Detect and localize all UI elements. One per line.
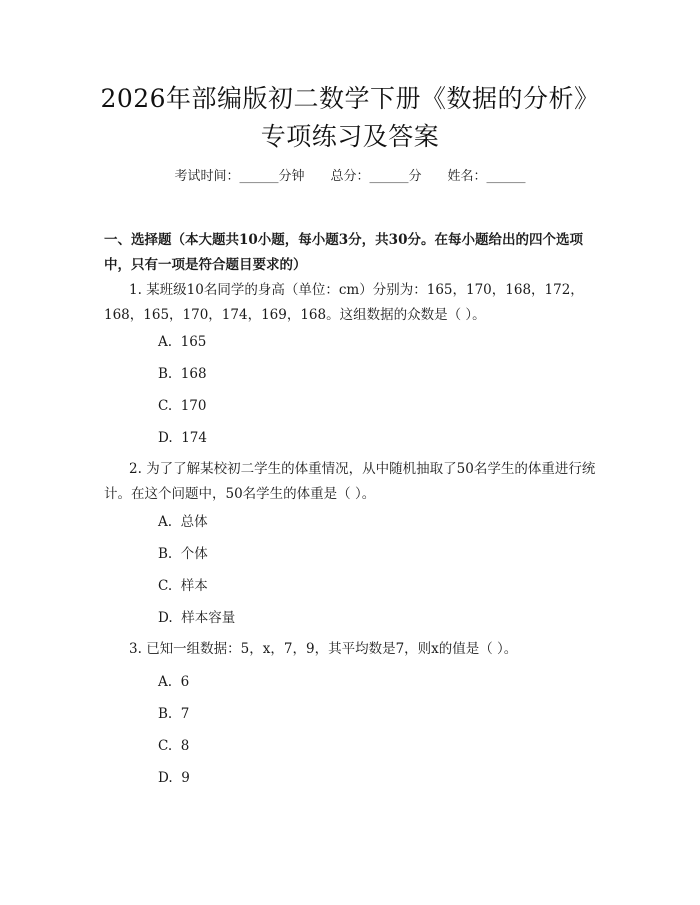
total-score-field: 总分：______分	[330, 169, 422, 184]
question-2-option-a: A. 总体	[158, 514, 208, 530]
question-3-option-d: D. 9	[158, 770, 190, 786]
question-text: 为了了解某校初二学生的体重情况，从中随机抽取了50名学生的体重进行统计。在这个问题中，50名学生的体重是（ ）。	[104, 461, 596, 502]
question-text: 某班级10名同学的身高（单位：cm）分别为：165，170，168，172，168，165，170，174，169，168。这组数据的众数是（ ）。	[104, 282, 584, 323]
question-number: 3.	[129, 641, 142, 657]
student-name-field: 姓名：______	[447, 169, 526, 184]
question-3-option-a: A. 6	[158, 674, 190, 690]
exam-time-field: 考试时间：______分钟	[174, 169, 305, 184]
question-number: 2.	[129, 461, 142, 477]
question-1-option-b: B. 168	[158, 366, 207, 382]
section-heading: 一、选择题（本大题共10小题，每小题3分，共30分。在每小题给出的四个选项中，只有一项是符合题目要求的）	[104, 232, 583, 273]
question-3-option-c: C. 8	[158, 738, 190, 754]
question-1-option-d: D. 174	[158, 430, 207, 446]
document-title-line-1: 2026年部编版初二数学下册《数据的分析》	[100, 84, 600, 113]
question-number: 1.	[129, 282, 142, 298]
document-title-line-2: 专项练习及答案	[260, 122, 440, 151]
question-1-option-c: C. 170	[158, 398, 207, 414]
question-2	[104, 457, 596, 507]
question-3	[104, 637, 596, 662]
question-3-option-b: B. 7	[158, 706, 190, 722]
question-2-option-c: C. 样本	[158, 578, 208, 594]
question-text: 已知一组数据：5，x，7，9，其平均数是7，则x的值是（ ）。	[146, 641, 518, 657]
question-2-option-d: D. 样本容量	[158, 610, 236, 626]
question-2-option-b: B. 个体	[158, 546, 208, 562]
question-1-option-a: A. 165	[158, 334, 207, 350]
question-1	[104, 278, 596, 328]
exam-meta-row	[0, 167, 700, 187]
